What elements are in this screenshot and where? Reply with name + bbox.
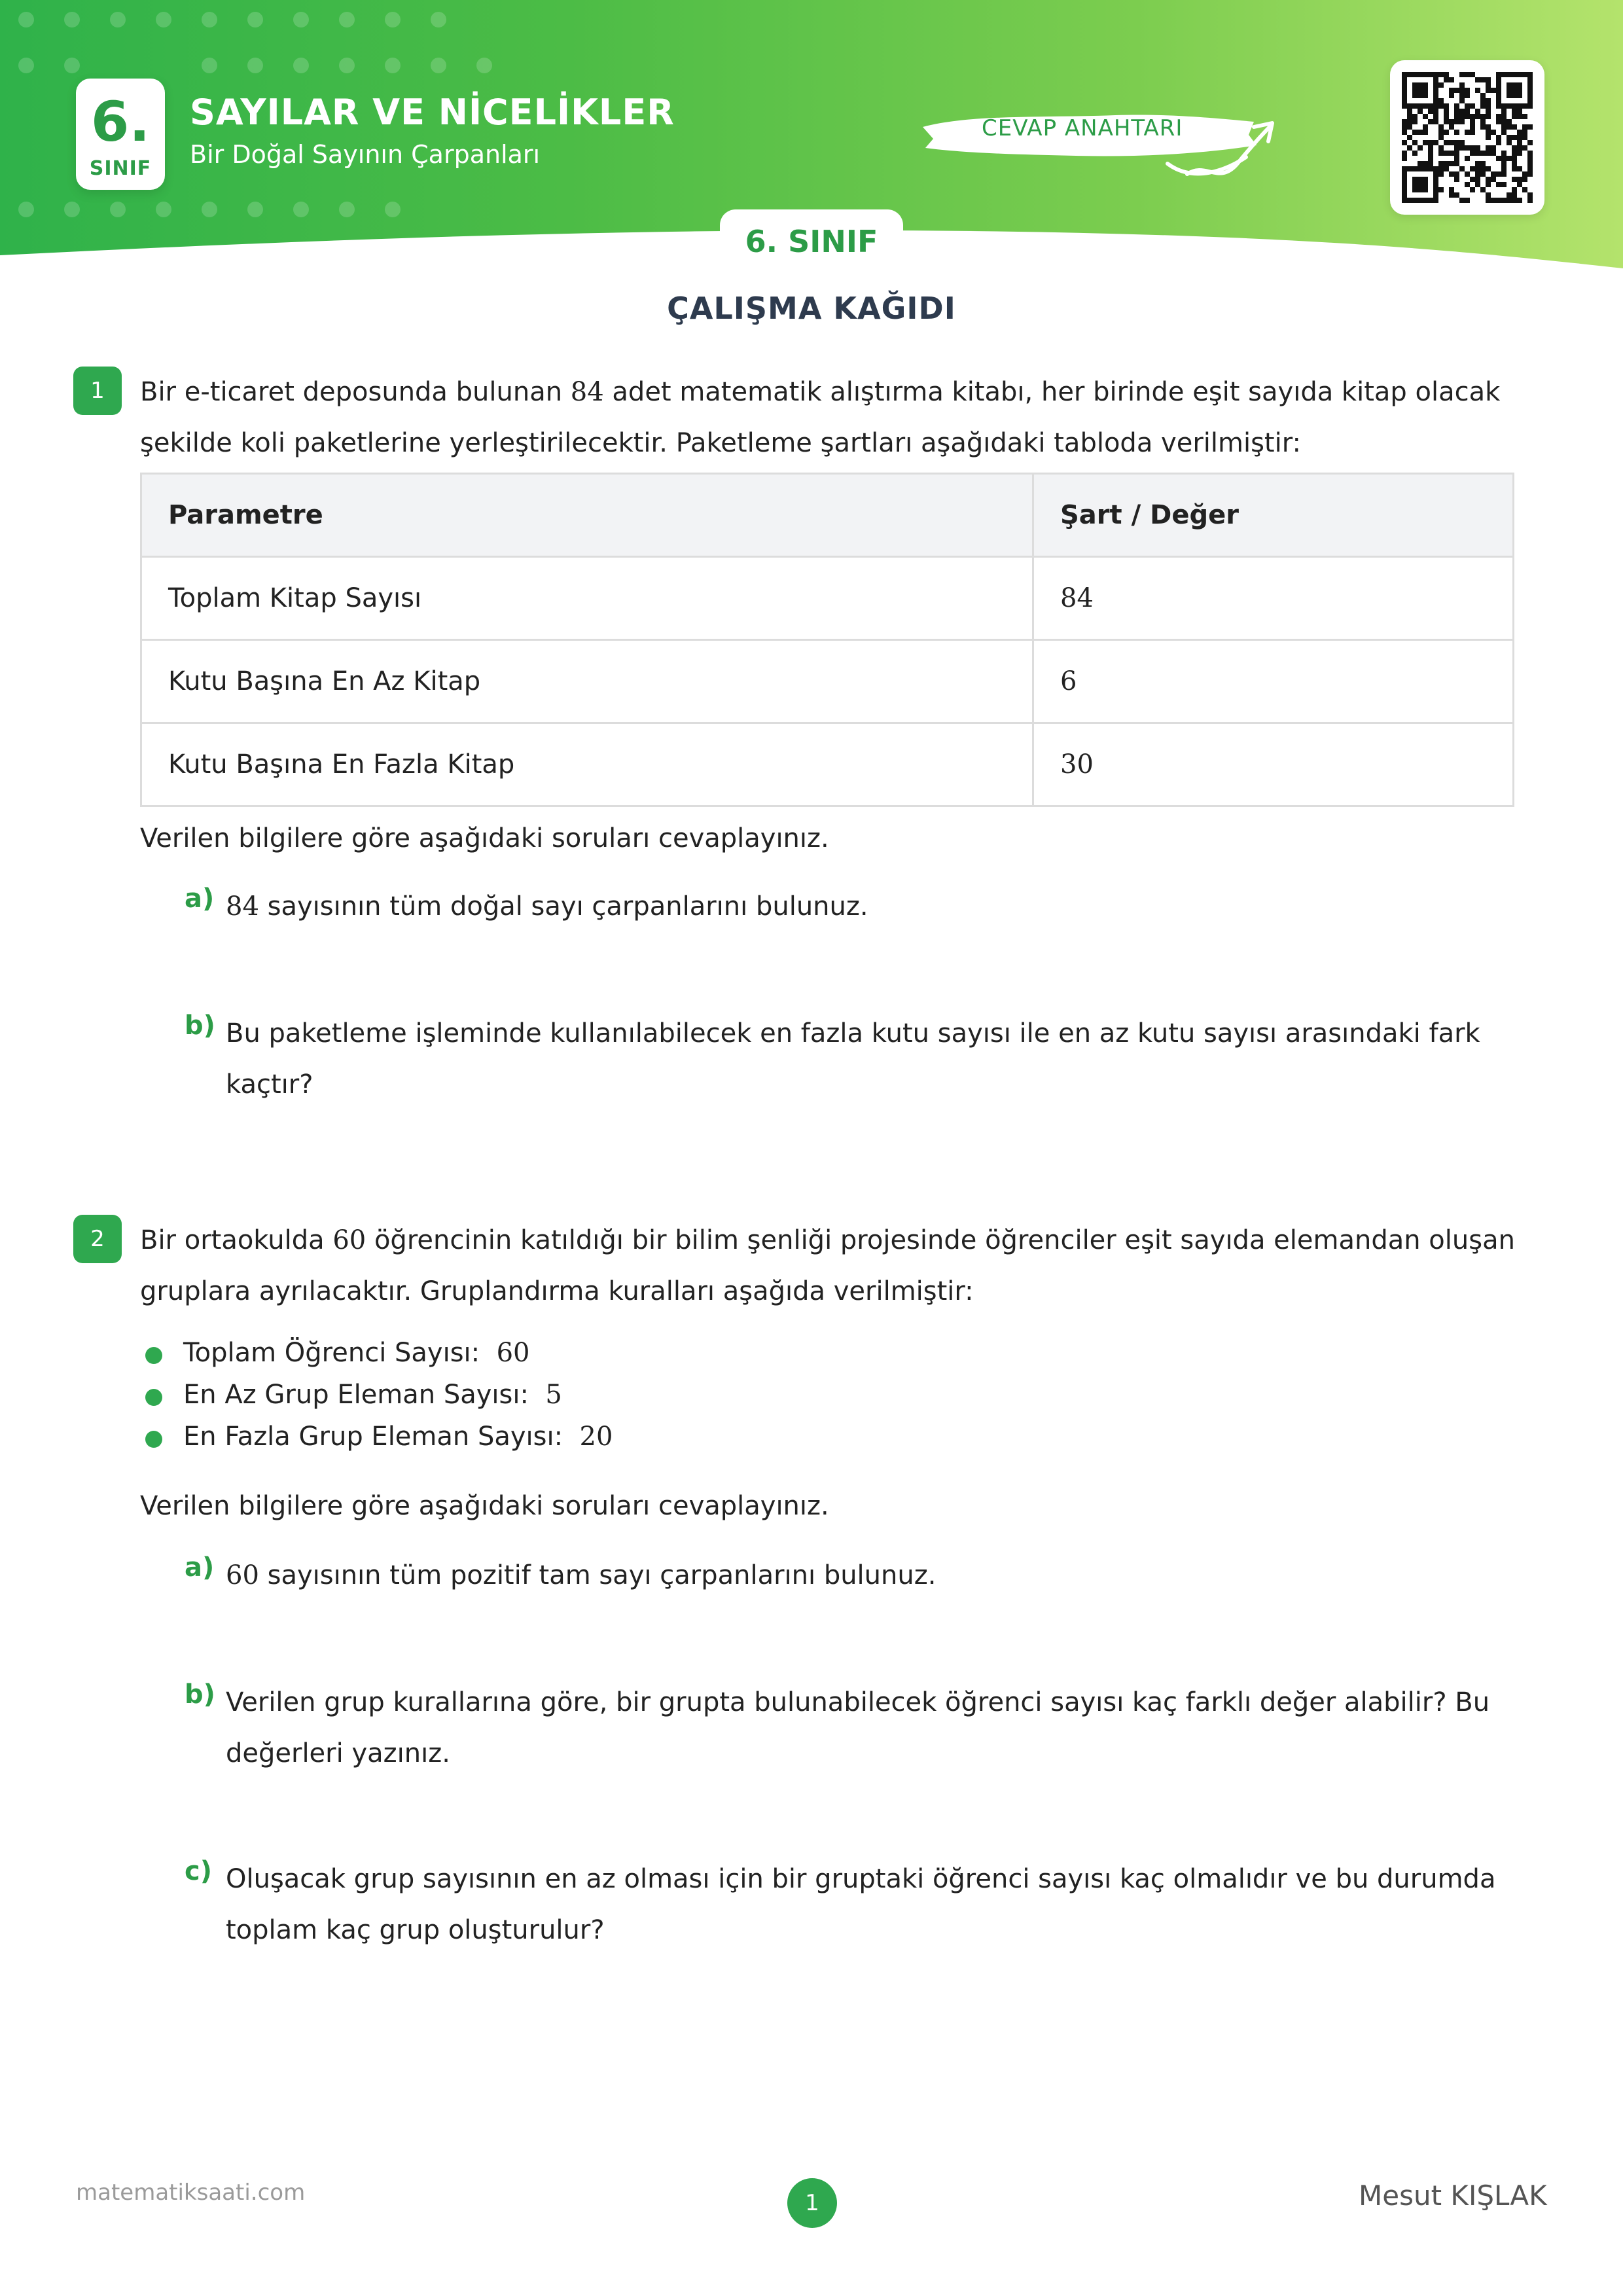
- bullet-dot-icon: [145, 1389, 162, 1406]
- table-header-cell: Şart / Değer: [1033, 474, 1514, 557]
- list-item: [183, 1338, 530, 1368]
- subquestion-2b-text: Verilen grup kurallarına göre, bir grupta bulunabilecek öğrenci sayısı kaç farklı değer alabilir? Bu değerleri yazınız.: [226, 1687, 1490, 1768]
- packing-conditions-table: [140, 473, 1514, 807]
- table-cell: 30: [1033, 723, 1514, 806]
- qr-code[interactable]: [1390, 60, 1544, 215]
- document-title: ÇALIŞMA KAĞIDI: [667, 291, 956, 326]
- question-1-text: [140, 367, 1541, 469]
- class-tab-label: 6. SINIF: [745, 224, 878, 259]
- subquestion-number: 84: [226, 891, 259, 922]
- question-2-text: [140, 1215, 1541, 1317]
- grade-label: SINIF: [89, 157, 152, 180]
- qr-code-icon: [1402, 72, 1533, 203]
- subquestion-label: c): [185, 1856, 212, 1886]
- table-cell: Toplam Kitap Sayısı: [141, 557, 1033, 640]
- question-1-intro-end: adet matematik alıştırma kitabı, her birinde eşit sayıda kitap olacak şekilde koli paketlerine yerleştirilecektir. Paketleme şartları aşağıdaki tabloda verilmiştir:: [140, 377, 1501, 458]
- question-2-intro-start: Bir ortaokulda: [140, 1225, 333, 1255]
- list-item-label: Toplam Öğrenci Sayısı:: [183, 1338, 480, 1368]
- grade-badge: [76, 79, 165, 190]
- subquestion-2a-text: [226, 1550, 1528, 1601]
- subquestion-1a-body: sayısının tüm doğal sayı çarpanlarını bulunuz.: [259, 891, 868, 922]
- footer-author: Mesut KIŞLAK: [1359, 2179, 1547, 2212]
- list-item-value: 60: [496, 1338, 530, 1368]
- unit-title: SAYILAR VE NİCELİKLER: [190, 92, 675, 133]
- subquestion-2c-text: Oluşacak grup sayısının en az olması için bir gruptaki öğrenci sayısı kaç olmalıdır ve bu durumda toplam kaç grup oluşturulur?: [226, 1864, 1496, 1945]
- table-header-row: [141, 474, 1514, 557]
- subquestion-label: a): [185, 1552, 215, 1583]
- table-cell: 6: [1033, 640, 1514, 723]
- unit-subtitle: Bir Doğal Sayının Çarpanları: [190, 140, 541, 169]
- answer-key-label: CEVAP ANAHTARI: [982, 115, 1183, 141]
- table-cell: Kutu Başına En Fazla Kitap: [141, 723, 1033, 806]
- question-number-badge: 2: [73, 1215, 122, 1263]
- answer-key-link[interactable]: [919, 98, 1259, 177]
- question-number-badge: 1: [73, 367, 122, 415]
- table-row: [141, 640, 1514, 723]
- subquestion-2a-body: sayısının tüm pozitif tam sayı çarpanlarını bulunuz.: [259, 1560, 936, 1590]
- subquestion-1b-text: Bu paketleme işleminde kullanılabilecek en fazla kutu sayısı ile en az kutu sayısı arasındaki fark kaçtır?: [226, 1018, 1480, 1100]
- grade-number: 6.: [90, 90, 151, 154]
- subquestion-number: 60: [226, 1560, 259, 1590]
- question-2-followup: Verilen bilgilere göre aşağıdaki soruları cevaplayınız.: [140, 1491, 829, 1521]
- bullet-dot-icon: [145, 1431, 162, 1448]
- list-item-value: 20: [579, 1422, 613, 1452]
- subquestion-label: a): [185, 884, 215, 914]
- table-header-cell: Parametre: [141, 474, 1033, 557]
- table-cell: 84: [1033, 557, 1514, 640]
- list-item-label: En Fazla Grup Eleman Sayısı:: [183, 1422, 563, 1452]
- list-item-value: 5: [545, 1380, 562, 1410]
- question-1-followup: Verilen bilgilere göre aşağıdaki soruları cevaplayınız.: [140, 823, 829, 853]
- subquestion-1a-text: [226, 881, 1528, 932]
- table-cell: Kutu Başına En Az Kitap: [141, 640, 1033, 723]
- question-2-number: 60: [332, 1225, 366, 1255]
- list-item: [183, 1422, 613, 1452]
- class-tab: [720, 209, 903, 272]
- table-row: [141, 723, 1514, 806]
- bullet-dot-icon: [145, 1347, 162, 1364]
- table-row: [141, 557, 1514, 640]
- question-1-intro-start: Bir e-ticaret deposunda bulunan: [140, 377, 571, 407]
- subquestion-label: b): [185, 1011, 215, 1041]
- arrow-icon: [1181, 115, 1279, 187]
- question-1-number: 84: [570, 377, 604, 407]
- question-2-intro-end: öğrencinin katıldığı bir bilim şenliği projesinde öğrenciler eşit sayıda elemandan oluşan gruplara ayrılacaktır. Gruplandırma kuralları aşağıda verilmiştir:: [140, 1225, 1515, 1306]
- list-item: [183, 1380, 562, 1410]
- list-item-label: En Az Grup Eleman Sayısı:: [183, 1380, 529, 1410]
- page-number: 1: [787, 2178, 837, 2228]
- footer-website[interactable]: matematiksaati.com: [76, 2179, 306, 2206]
- subquestion-label: b): [185, 1679, 215, 1710]
